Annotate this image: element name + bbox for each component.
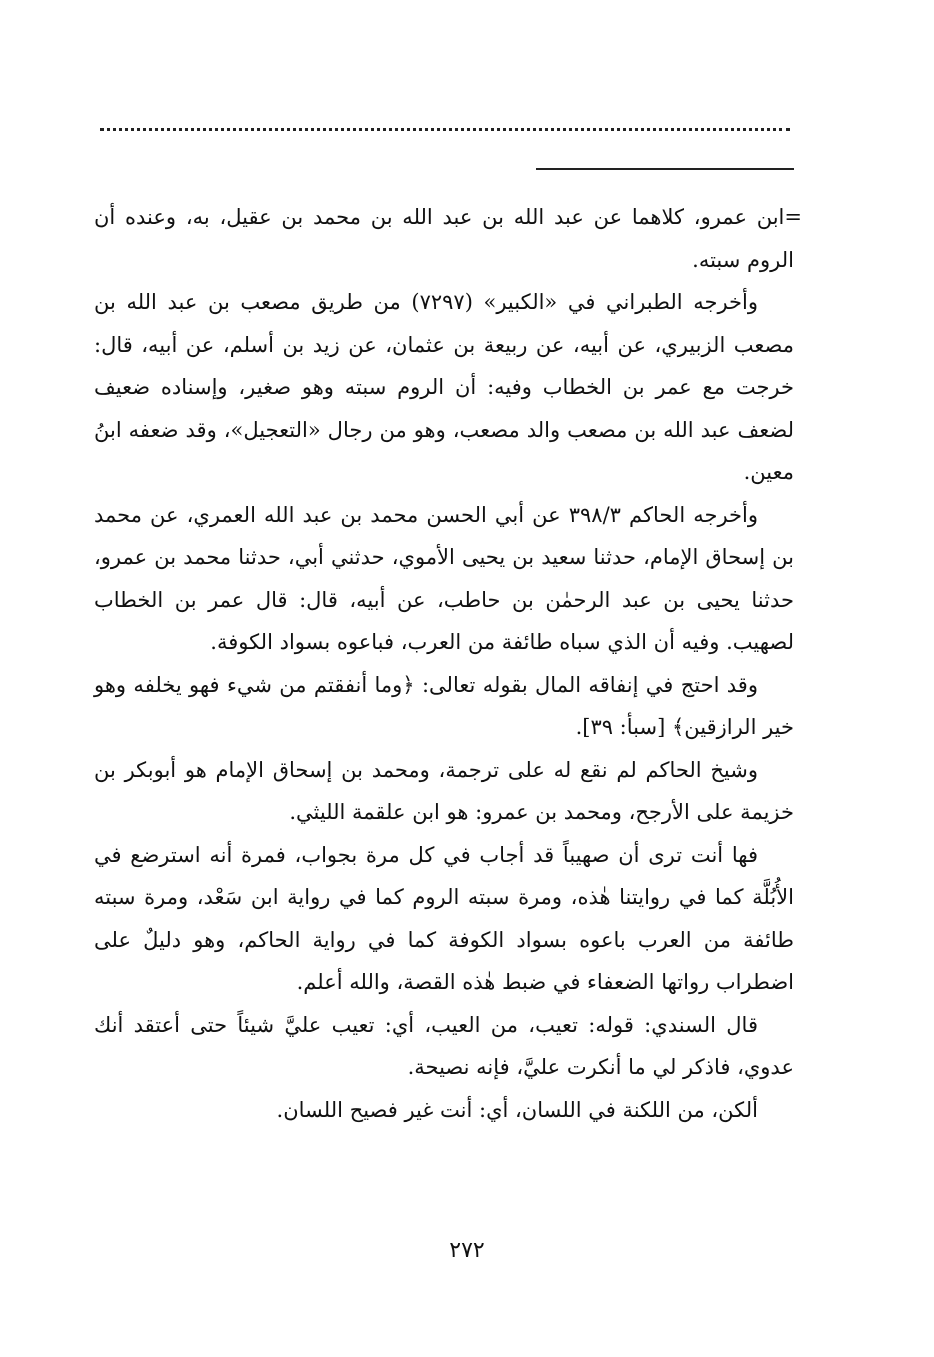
page-number: ٢٧٢ <box>449 1238 485 1263</box>
footnote-paragraph: =ابن عمرو، كلاهما عن عبد الله بن عبد الله بن محمد بن عقيل، به، وعنده أن الروم سبته. <box>94 205 802 272</box>
footnote-paragraph: وشيخ الحاكم لم نقع له على ترجمة، ومحمد بن إسحاق الإمام هو أبوبكر بن خزيمة على الأرجح، ومحمد بن عمرو: هو ابن علقمة الليثي. <box>94 757 794 824</box>
footnote-paragraph: وقد احتج في إنفاقه المال بقوله تعالى: ﴿وما أنفقتم من شيء فهو يخلفه وهو خير الرازقين﴾ [سبأ: ٣٩]. <box>94 672 794 739</box>
footnote-paragraph: ألكن، من اللكنة في اللسان، أي: أنت غير فصيح اللسان. <box>276 1097 758 1122</box>
footnote-paragraph: وأخرجه الطبراني في «الكبير» (٧٢٩٧) من طريق مصعب بن عبد الله بن مصعب الزبيري، عن أبيه، عن ربيعة بن عثمان، عن زيد بن أسلم، عن أبيه، قال: خرجت مع عمر بن الخطاب وفيه: أن الروم سبته وهو صغير، وإسناده ضعيف لضعف عبد الله بن مصعب والد مصعب، وهو من رجال «التعجيل»، وقد ضعفه ابنُ معين. <box>94 290 794 484</box>
footnote-paragraph: قال السندي: قوله: تعيب، من العيب، أي: تعيب عليَّ شيئاً حتى أعتقد أنك عدوي، فاذكر لي ما أنكرت عليَّ، فإنه نصيحة. <box>94 1012 794 1079</box>
footnote-paragraph: وأخرجه الحاكم ٣٩٨/٣ عن أبي الحسن محمد بن عبد الله العمري، عن محمد بن إسحاق الإمام، حدثنا سعيد بن يحيى الأموي، حدثني أبي، حدثنا محمد بن عمرو، حدثنا يحيى بن عبد الرحمٰن بن حاطب، عن أبيه، قال: قال عمر بن الخطاب لصهيب. وفيه أن الذي سباه طائفة من العرب، فباعوه بسواد الكوفة. <box>94 502 794 654</box>
dotted-separator <box>100 128 790 135</box>
footnote-text-block <box>94 196 802 1131</box>
footnote-separator-line <box>536 168 794 170</box>
footnote-paragraph: فها أنت ترى أن صهيباً قد أجاب في كل مرة بجواب، فمرة أنه استرضع في الأُبُلَّة كما في روايتنا هٰذه، ومرة سبته الروم كما في رواية ابن سَعْد، ومرة سبته طائفة من العرب باعوه بسواد الكوفة كما في رواية الحاكم، وهو دليلٌ على اضطراب رواتها الضعفاء في ضبط هٰذه القصة، والله أعلم. <box>94 842 794 994</box>
